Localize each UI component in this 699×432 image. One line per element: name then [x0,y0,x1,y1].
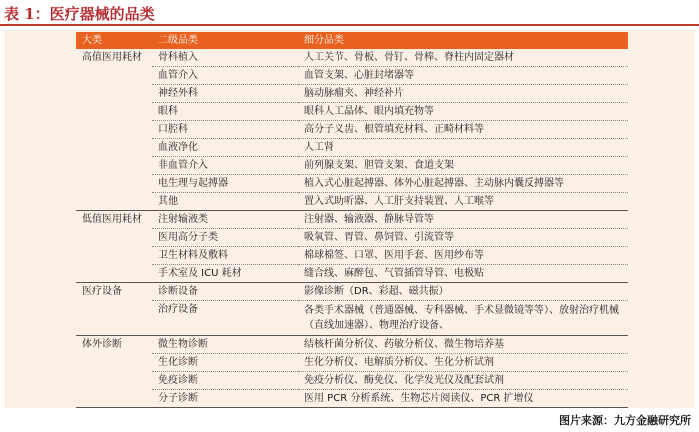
detail-cell: 吸氧管、胃管、鼻饲管、引流管等 [298,229,628,247]
source-note: 图片来源：九方金融研究所 [559,414,691,427]
table-row [76,139,628,157]
header-detail: 细分品类 [298,32,628,49]
table-row [76,283,628,301]
subcategory-cell: 非血管介入 [152,157,298,175]
title-bar [0,0,699,26]
detail-cell: 人工肾 [298,139,628,157]
table-row [76,336,628,354]
header-subcategory: 二级品类 [152,32,298,49]
subcategory-cell: 血液净化 [152,139,298,157]
table-row [76,265,628,283]
subcategory-cell: 神经外科 [152,85,298,103]
header-category: 大类 [76,32,152,49]
table-row [76,390,628,408]
subcategory-cell: 电生理与起搏器 [152,175,298,193]
category-cell: 低值医用耗材 [76,211,152,283]
subcategory-cell: 骨科植入 [152,49,298,67]
subcategory-cell: 血管介入 [152,67,298,85]
table-row [76,103,628,121]
detail-cell: 血管支架、心脏封堵器等 [298,67,628,85]
table-row [76,157,628,175]
detail-cell: 前列腺支架、胆管支架、食道支架 [298,157,628,175]
table-row [76,121,628,139]
table-row [76,372,628,390]
detail-cell: 置入式助听器、人工肝支持装置、人工喉等 [298,193,628,211]
subcategory-cell: 其他 [152,193,298,211]
subcategory-cell: 手术室及 ICU 耗材 [152,265,298,283]
subcategory-cell: 医用高分子类 [152,229,298,247]
detail-cell: 结核杆菌分析仪、药敏分析仪、微生物培养基 [298,336,628,354]
subcategory-cell: 眼科 [152,103,298,121]
table-row [76,49,628,67]
detail-cell: 脑动脉瘤夹、神经补片 [298,85,628,103]
table-row [76,85,628,103]
subcategory-cell: 治疗设备 [152,301,298,336]
detail-cell: 生化分析仪、电解质分析仪、生化分析试剂 [298,354,628,372]
table-row [76,211,628,229]
detail-cell: 各类手术器械（普通器械、专科器械、手术显微镜等等）、放射治疗机械（直线加速器）、物理治疗设备、 [298,301,628,336]
table-row [76,175,628,193]
category-cell: 体外诊断 [76,336,152,408]
subcategory-cell: 微生物诊断 [152,336,298,354]
detail-cell: 眼科人工晶体、眼内填充物等 [298,103,628,121]
table-header-row [76,32,628,49]
detail-cell: 植入式心脏起搏器、体外心脏起搏器、主动脉内囊反搏器等 [298,175,628,193]
category-table [76,32,628,408]
category-cell: 高值医用耗材 [76,49,152,211]
subcategory-cell: 注射输液类 [152,211,298,229]
table-row [76,301,628,336]
subcategory-cell: 生化诊断 [152,354,298,372]
figure-title: 表 1：医疗器械的品类 [4,5,155,23]
subcategory-cell: 分子诊断 [152,390,298,408]
subcategory-cell: 诊断设备 [152,283,298,301]
table-row [76,229,628,247]
table-body [76,49,628,408]
detail-cell: 医用 PCR 分析系统、生物芯片阅读仪、PCR 扩增仪 [298,390,628,408]
detail-cell: 高分子义齿、根管填充材料、正畸材料等 [298,121,628,139]
subcategory-cell: 卫生材料及敷料 [152,247,298,265]
detail-cell: 棉球棉签、口罩、医用手套、医用纱布等 [298,247,628,265]
table-panel [4,30,695,408]
subcategory-cell: 免疫诊断 [152,372,298,390]
detail-cell: 免疫分析仪、酶免仪、化学发光仪及配套试剂 [298,372,628,390]
detail-cell: 注射器、输液器、静脉导管等 [298,211,628,229]
detail-cell: 缝合线、麻醉包、气管插管导管、电极贴 [298,265,628,283]
table-row [76,67,628,85]
table-row [76,354,628,372]
detail-cell: 影像诊断（DR、彩超、磁共振） [298,283,628,301]
subcategory-cell: 口腔科 [152,121,298,139]
table-row [76,247,628,265]
category-cell: 医疗设备 [76,283,152,336]
detail-cell: 人工关节、骨板、骨钉、骨棒、脊柱内固定器材 [298,49,628,67]
table-row [76,193,628,211]
